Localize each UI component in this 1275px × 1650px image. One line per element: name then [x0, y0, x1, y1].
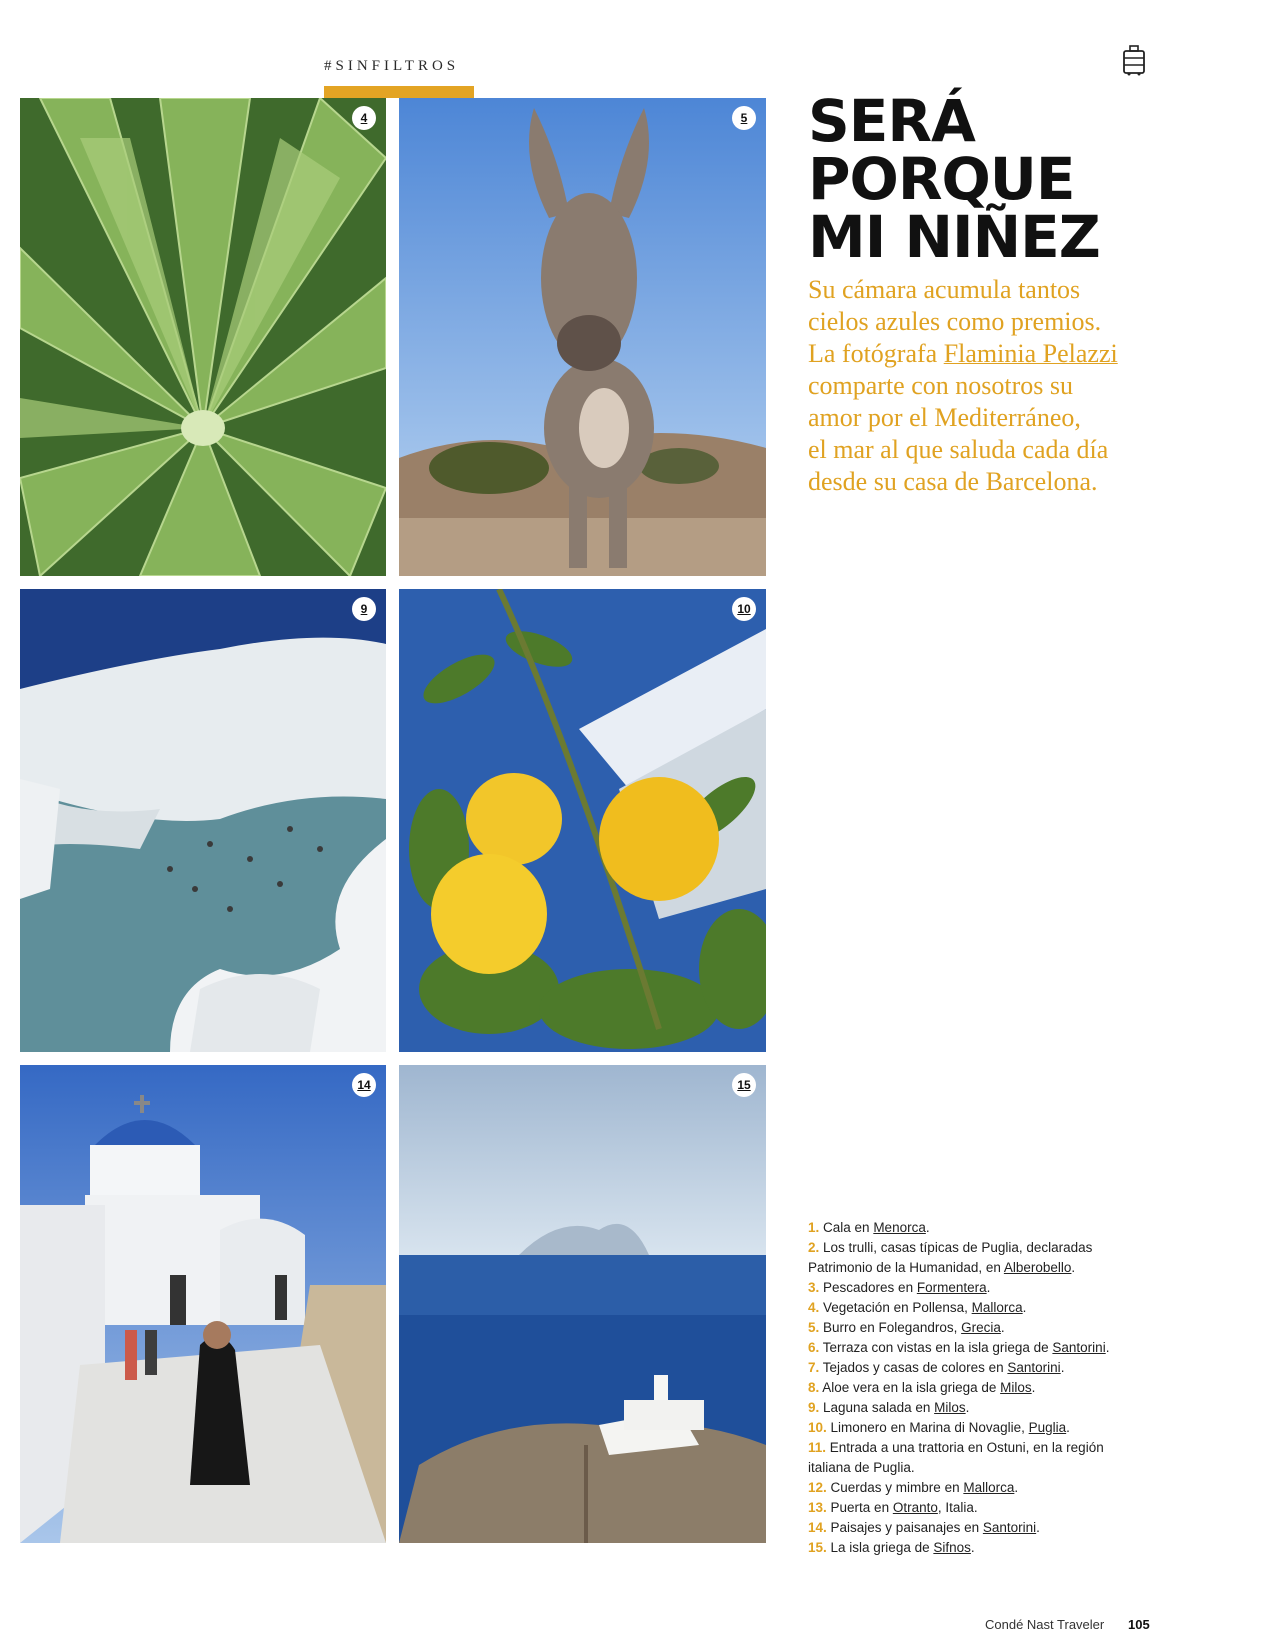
caption-item — [808, 1298, 1148, 1318]
caption-text: Los trulli, casas típicas de Puglia, declaradas Patrimonio de la Humanidad, en — [808, 1240, 1093, 1275]
caption-place-link[interactable]: Milos — [1000, 1380, 1032, 1395]
caption-place-link[interactable]: Mallorca — [971, 1300, 1023, 1315]
caption-number: 9. — [808, 1400, 820, 1415]
caption-text: Entrada a una trattoria en Ostuni, en la región italiana de Puglia. — [808, 1440, 1104, 1475]
caption-text: Vegetación en Pollensa, — [819, 1300, 972, 1315]
caption-number: 7. — [808, 1360, 820, 1375]
caption-text: Puerta en — [826, 1500, 893, 1515]
caption-item — [808, 1478, 1148, 1498]
caption-text: . — [1060, 1360, 1065, 1375]
caption-text: Cuerdas y mimbre en — [826, 1480, 964, 1495]
caption-number: 3. — [808, 1280, 820, 1295]
headline-line: MI NIÑEZ — [808, 203, 1100, 271]
article-headline — [808, 87, 1138, 271]
photo-agave — [20, 98, 386, 576]
section-tag: #SINFILTROS — [324, 58, 460, 74]
caption-place-link[interactable]: Milos — [934, 1400, 966, 1415]
caption-place-link[interactable]: Santorini — [1007, 1360, 1061, 1375]
caption-place-link[interactable]: Sifnos — [933, 1540, 971, 1555]
photo-number-badge: 10 — [732, 597, 756, 621]
caption-text: . — [925, 1220, 930, 1235]
photo-coast — [399, 1065, 766, 1543]
headline-line: PORQUE — [808, 145, 1075, 213]
caption-number: 2. — [808, 1240, 820, 1255]
caption-text: . — [965, 1400, 970, 1415]
caption-item — [808, 1378, 1148, 1398]
caption-item — [808, 1398, 1148, 1418]
intro-line: desde su casa de Barcelona. — [808, 467, 1098, 496]
photo-number-badge: 9 — [352, 597, 376, 621]
caption-place-link[interactable]: Mallorca — [963, 1480, 1015, 1495]
caption-text: , Italia. — [937, 1500, 978, 1515]
caption-text: Cala en — [819, 1220, 874, 1235]
photo-lagoon — [20, 589, 386, 1052]
caption-place-link[interactable]: Puglia — [1028, 1420, 1067, 1435]
caption-item — [808, 1518, 1148, 1538]
photo-captions — [808, 1218, 1148, 1558]
caption-text: . — [970, 1540, 975, 1555]
section-accent-bar — [324, 86, 474, 98]
caption-text: Burro en Folegandros, — [819, 1320, 962, 1335]
intro-line: comparte con nosotros su — [808, 371, 1074, 400]
article-intro — [808, 274, 1138, 498]
caption-item — [808, 1278, 1148, 1298]
caption-number: 11. — [808, 1440, 827, 1455]
photographer-link[interactable]: Flaminia Pelazzi — [943, 339, 1118, 368]
caption-number: 1. — [808, 1220, 820, 1235]
caption-number: 8. — [808, 1380, 820, 1395]
caption-item — [808, 1358, 1148, 1378]
caption-number: 10. — [808, 1420, 827, 1435]
caption-text: . — [1022, 1300, 1027, 1315]
photo-number-badge: 15 — [732, 1073, 756, 1097]
caption-text: Pescadores en — [819, 1280, 917, 1295]
photo-church — [20, 1065, 386, 1543]
intro-line: cielos azules como premios. — [808, 307, 1102, 336]
photo-number-badge: 4 — [352, 106, 376, 130]
caption-item — [808, 1418, 1148, 1438]
photo-donkey — [399, 98, 766, 576]
intro-text: La fotógrafa — [808, 339, 944, 368]
caption-item — [808, 1338, 1148, 1358]
caption-text: . — [1014, 1480, 1019, 1495]
caption-place-link[interactable]: Alberobello — [1003, 1260, 1072, 1275]
caption-number: 13. — [808, 1500, 827, 1515]
caption-number: 4. — [808, 1300, 820, 1315]
caption-text: . — [1036, 1520, 1040, 1535]
page-number: 105 — [1128, 1617, 1150, 1632]
caption-place-link[interactable]: Otranto — [892, 1500, 938, 1515]
caption-number: 5. — [808, 1320, 820, 1335]
caption-item — [808, 1438, 1148, 1478]
caption-place-link[interactable]: Grecia — [961, 1320, 1001, 1335]
intro-line — [808, 338, 1138, 370]
caption-item — [808, 1238, 1148, 1278]
caption-text: Paisajes y paisanajes en — [826, 1520, 983, 1535]
footer-brand: Condé Nast Traveler — [985, 1617, 1105, 1632]
caption-number: 15. — [808, 1540, 827, 1555]
caption-number: 14. — [808, 1520, 827, 1535]
caption-text: Tejados y casas de colores en — [819, 1360, 1008, 1375]
caption-place-link[interactable]: Santorini — [1052, 1340, 1106, 1355]
caption-text: . — [986, 1280, 991, 1295]
caption-number: 6. — [808, 1340, 820, 1355]
caption-text: . — [1066, 1420, 1070, 1435]
photo-lemons — [399, 589, 766, 1052]
caption-text: . — [1000, 1320, 1005, 1335]
caption-text: . — [1071, 1260, 1076, 1275]
caption-text: La isla griega de — [826, 1540, 934, 1555]
headline-line: SERÁ — [808, 87, 975, 155]
caption-text: Laguna salada en — [819, 1400, 935, 1415]
caption-place-link[interactable]: Santorini — [982, 1520, 1037, 1535]
caption-place-link[interactable]: Menorca — [873, 1220, 926, 1235]
caption-text: Terraza con vistas en la isla griega de — [819, 1340, 1053, 1355]
photo-number-badge: 14 — [352, 1073, 376, 1097]
caption-item — [808, 1498, 1148, 1518]
caption-text: . — [1031, 1380, 1036, 1395]
caption-item — [808, 1218, 1148, 1238]
intro-line: el mar al que saluda cada día — [808, 435, 1109, 464]
caption-item — [808, 1318, 1148, 1338]
intro-line: amor por el Mediterráneo, — [808, 403, 1081, 432]
caption-text: . — [1105, 1340, 1110, 1355]
caption-place-link[interactable]: Formentera — [916, 1280, 987, 1295]
caption-text: Limonero en Marina di Novaglie, — [826, 1420, 1029, 1435]
suitcase-icon — [1120, 44, 1148, 76]
caption-number: 12. — [808, 1480, 827, 1495]
caption-item — [808, 1538, 1148, 1558]
intro-line: Su cámara acumula tantos — [808, 275, 1081, 304]
photo-number-badge: 5 — [732, 106, 756, 130]
caption-text: Aloe vera en la isla griega de — [819, 1380, 1001, 1395]
